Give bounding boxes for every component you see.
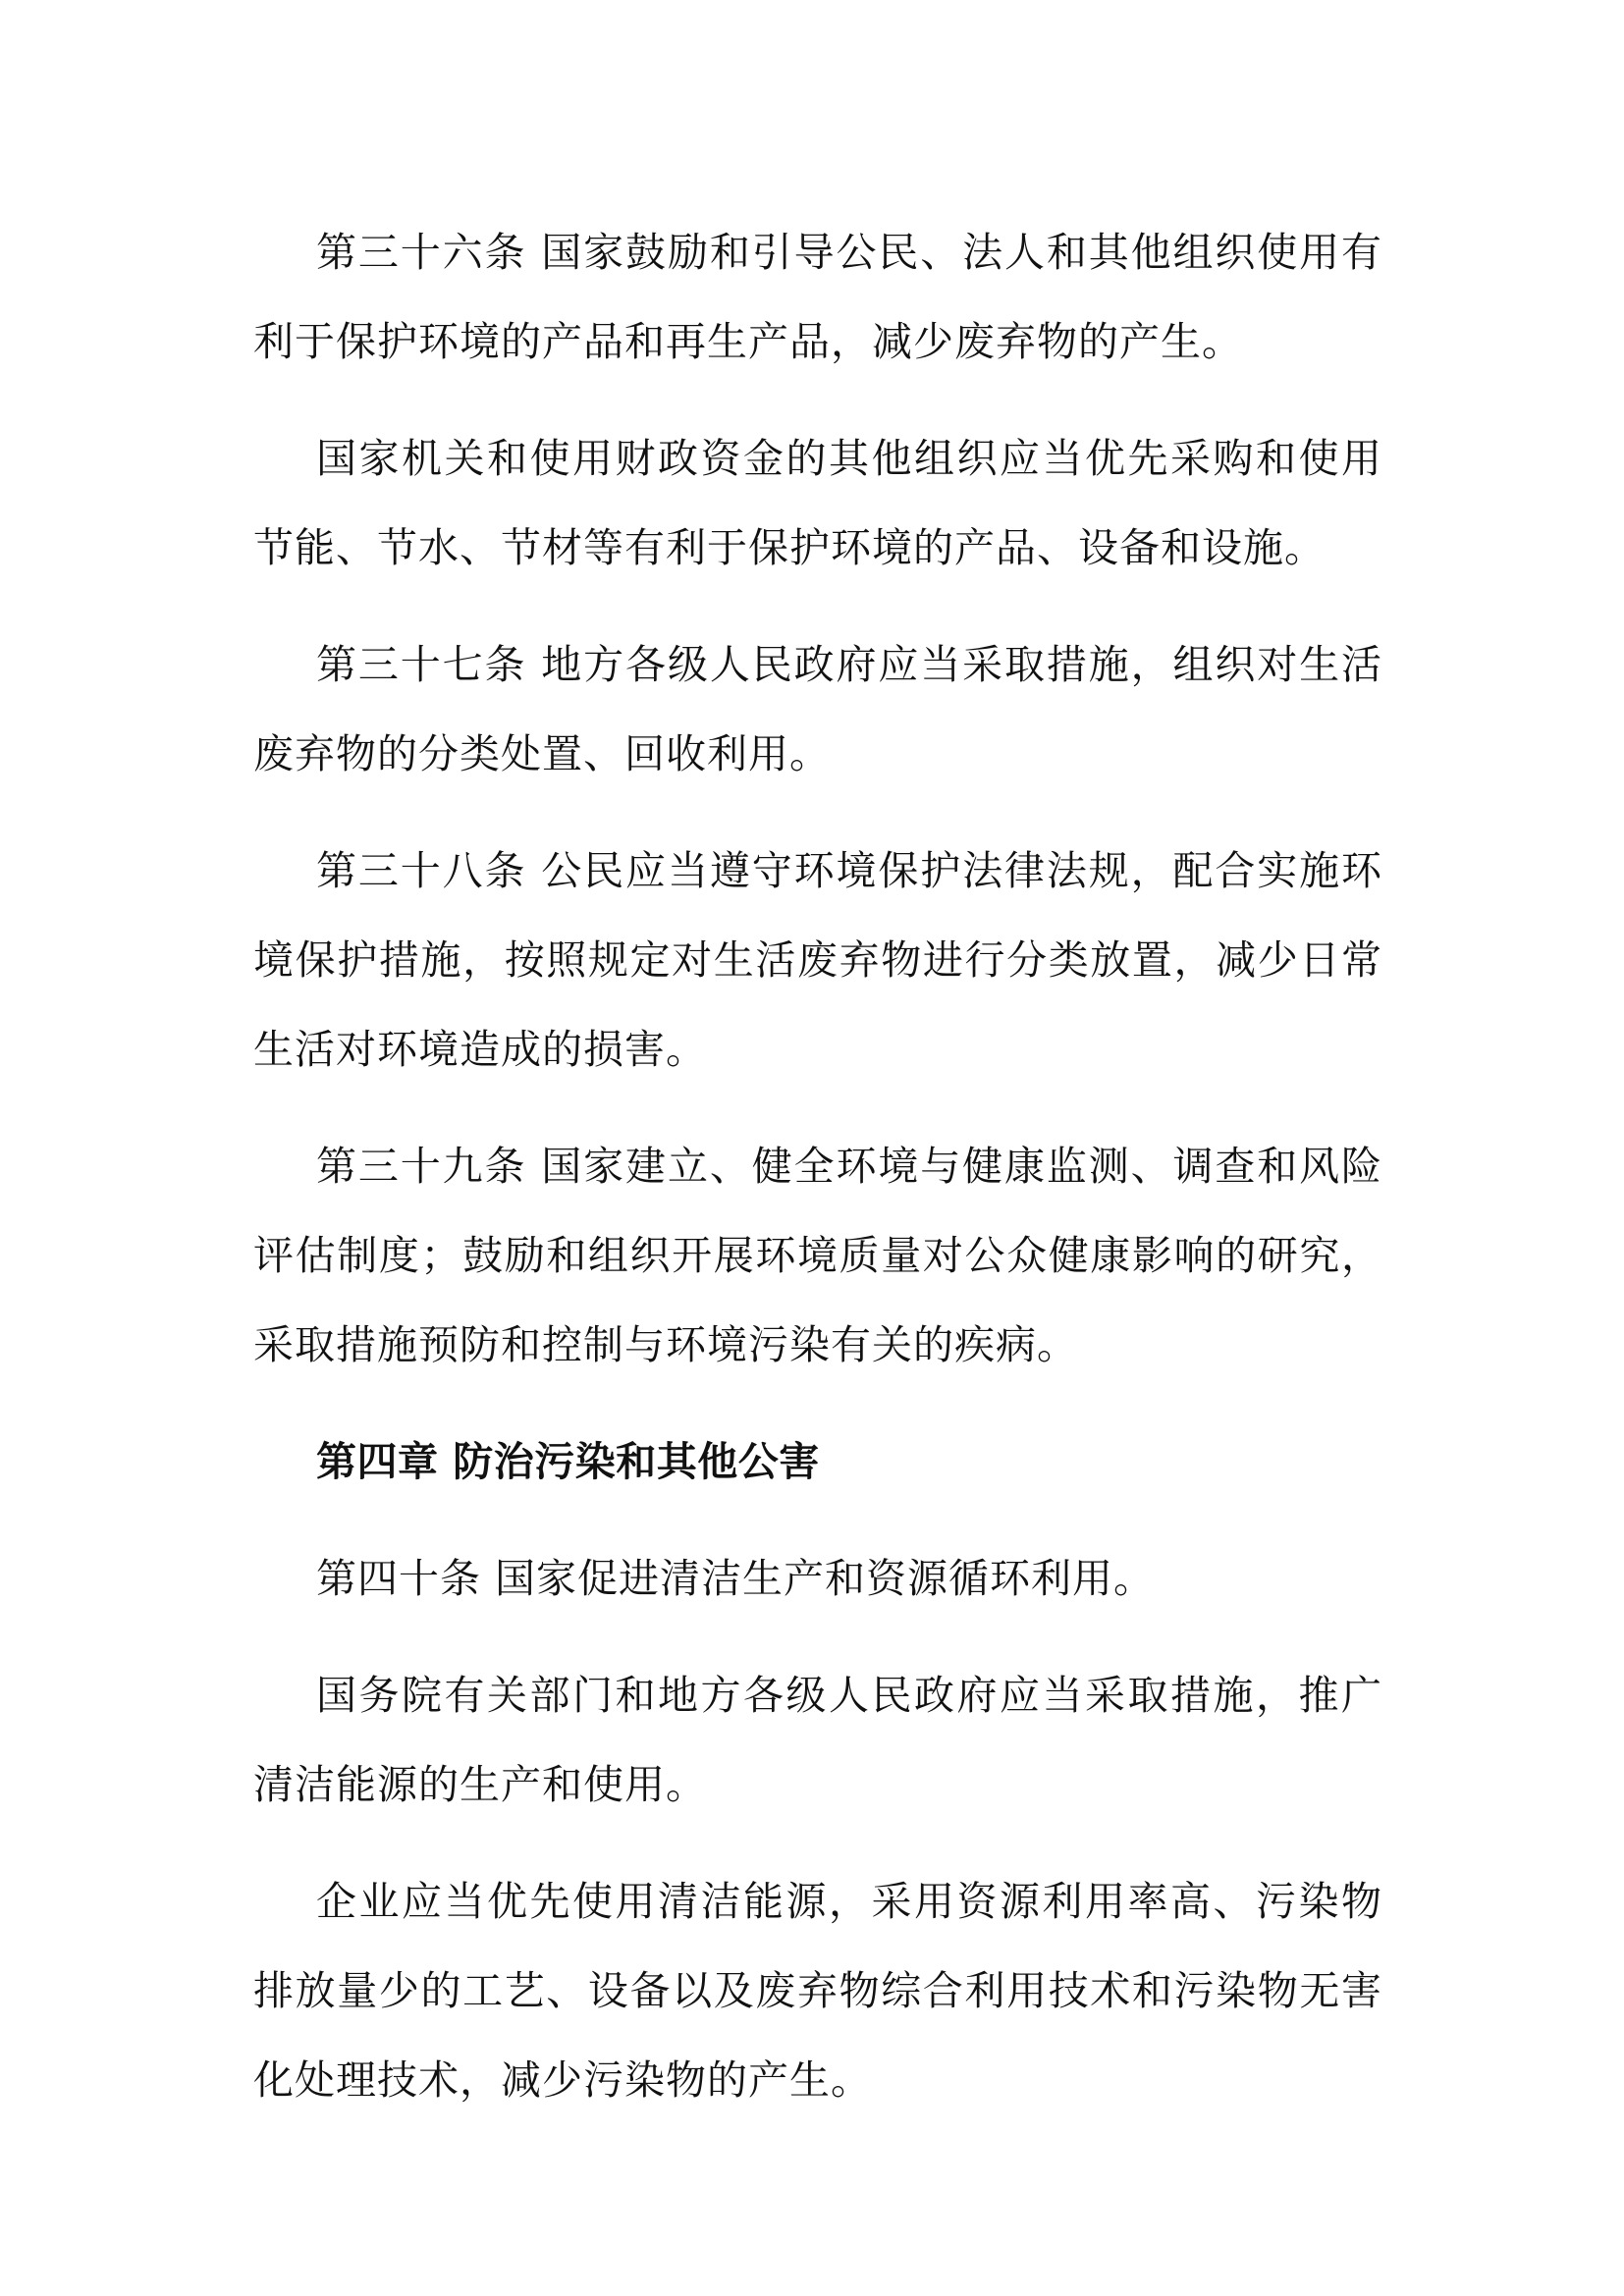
article-36-subparagraph: 国家机关和使用财政资金的其他组织应当优先采购和使用节能、节水、节材等有利于保护环境的产品、设备和设施。 bbox=[253, 435, 1382, 571]
article-40-paragraph: 第四十条 国家促进清洁生产和资源循环利用。 bbox=[316, 1555, 1156, 1602]
article-37-paragraph: 第三十七条 地方各级人民政府应当采取措施，组织对生活废弃物的分类处置、回收利用。 bbox=[253, 641, 1382, 777]
chapter-heading: 第四章 防治污染和其他公害 bbox=[316, 1438, 820, 1485]
document-body bbox=[253, 208, 1382, 2153]
article-36-paragraph: 第三十六条 国家鼓励和引导公民、法人和其他组织使用有利于保护环境的产品和再生产品，减少废弃物的产生。 bbox=[253, 229, 1382, 365]
article-38-paragraph: 第三十八条 公民应当遵守环境保护法律法规，配合实施环境保护措施，按照规定对生活废弃物进行分类放置，减少日常生活对环境造成的损害。 bbox=[253, 847, 1382, 1073]
article-39-paragraph: 第三十九条 国家建立、健全环境与健康监测、调查和风险评估制度；鼓励和组织开展环境质量对公众健康影响的研究，采取措施预防和控制与环境污染有关的疾病。 bbox=[253, 1143, 1382, 1368]
article-40-subparagraph-1: 国务院有关部门和地方各级人民政府应当采取措施，推广清洁能源的生产和使用。 bbox=[253, 1672, 1382, 1808]
article-40-subparagraph-2: 企业应当优先使用清洁能源，采用资源利用率高、污染物排放量少的工艺、设备以及废弃物综合利用技术和污染物无害化处理技术，减少污染物的产生。 bbox=[253, 1878, 1382, 2104]
